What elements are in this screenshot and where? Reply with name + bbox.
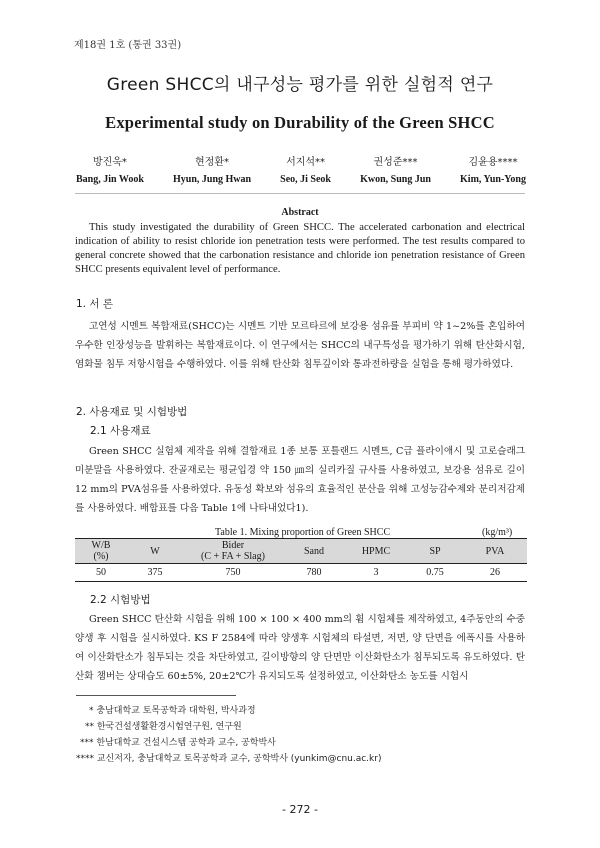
footnote-2: ** 한국건설생활환경시험연구원, 연구원 (85, 722, 242, 732)
table-caption: Table 1. Mixing proportion of Green SHCC (215, 527, 391, 538)
table-unit: (kg/m³) (482, 527, 513, 538)
abstract-text: This study investigated the durability of Green SHCC. The accelerated carbonation and electrical indication of ability to resist chloride ion penetration tests were performed. The test results compared to general concrete showed that the carbonation resistance and chloride ion penetration resistance of Green SHCC presents equivalent level of performance. (75, 222, 525, 275)
footnote-4: **** 교신저자, 충남대학교 토목공학과 교수, 공학박사 (yunkim@cnu.ac.kr) (76, 754, 382, 764)
author-name-en: Bang, Jin Wook (76, 174, 144, 185)
footnote-divider (76, 695, 236, 696)
author-1 (76, 153, 144, 185)
author-name-en: Seo, Ji Seok (280, 174, 331, 185)
cell-sp: 0.75 (407, 564, 463, 582)
author-2 (173, 153, 251, 185)
section-2-2-heading: 2.2 시험방법 (90, 594, 151, 606)
page-number: - 272 - (282, 803, 318, 816)
author-name-en: Hyun, Jung Hwan (172, 174, 252, 185)
footnote-3: *** 한남대학교 건설시스템 공학과 교수, 공학박사 (80, 738, 276, 748)
section-1-heading: 1. 서 론 (76, 298, 113, 310)
cell-hpmc: 3 (345, 564, 407, 582)
author-divider (75, 193, 525, 194)
author-5 (460, 153, 526, 185)
table-row (75, 564, 527, 582)
header-w: W (127, 539, 183, 564)
section-2-2-text: Green SHCC 탄산화 시험을 위해 100 × 100 × 400 mm의 휨 시험체를 제작하였고, 4주동안의 수중양생 후 시험을 실시하였다. KS F 2584에 따라 양생후 시험체의 타설면, 저면, 양 단면을 에폭시를 사용하여 이산화탄소가 침투되는 것을 차단하였고, 길이방향의 양 단면만 이산화탄소가 침투되도록 유도하였다. 탄산화 챔버는 상대습도 60±5%, 20±2℃가 유지되도록 설정하였고, 이산화탄소 농도를 시험시 (75, 614, 525, 682)
journal-header: 제18권 1호 (통권 33권) (74, 40, 182, 51)
author-list (76, 153, 526, 185)
section-2-1-text (75, 442, 525, 518)
title-english: Experimental study on Durability of the Green SHCC (105, 113, 495, 132)
author-name-kr: 김윤용**** (468, 157, 518, 168)
header-sand: Sand (283, 539, 345, 564)
table-header-row (75, 539, 527, 564)
header-pva: PVA (463, 539, 527, 564)
cell-w: 375 (127, 564, 183, 582)
author-3 (280, 153, 331, 185)
mixing-proportion-table (75, 538, 527, 582)
header-binder: Bider (C + FA + Slag) (183, 539, 283, 564)
author-name-kr: 권성준*** (373, 157, 418, 168)
cell-sand: 780 (283, 564, 345, 582)
cell-pva: 26 (463, 564, 527, 582)
author-name-en: Kim, Yun-Yong (460, 174, 526, 185)
cell-wb: 50 (75, 564, 127, 582)
footnote-1: * 충남대학교 토목공학과 대학원, 박사과정 (89, 706, 256, 716)
author-name-kr: 현정환* (195, 157, 230, 168)
header-wb: W/B (%) (75, 539, 127, 564)
section-1-text: 고연성 시멘트 복합재료(SHCC)는 시멘트 기반 모르타르에 보강용 섬유를 부피비 약 1~2%를 혼입하여 우수한 인장성능을 발휘하는 복합재료이다. 이 연구에서는 SHCC의 내구특성을 평가하기 위해 탄산화시험, 염화물 침투 저항시험을 수행하였다. 이를 위해 탄산화 침투깊이와 통과전하량을 실험을 통해 평가하였다. (75, 321, 525, 370)
author-name-kr: 방진욱* (92, 157, 127, 168)
author-name-en: Kwon, Sung Jun (360, 174, 431, 185)
section-2-heading: 2. 사용재료 및 시험방법 (76, 406, 188, 418)
header-sp: SP (407, 539, 463, 564)
section-2-1-body: Green SHCC 실험체 제작을 위해 결합재료 1종 보통 포틀랜드 시멘트, C급 플라이애시 및 고로슬래그 미분말을 사용하였다. 잔골재로는 평균입경 약 150 ㎛의 실리카질 규사를 사용하였고, 보강용 섬유로 길이 12 mm의 PVA섬유를 사용하였다. 유동성 확보와 섬유의 효율적인 분산을 위해 고성능감수제와 분리저감제를 사용하였다. 배합표를 다음 Table 1에 나타내었다1). (75, 446, 525, 514)
abstract-heading: Abstract (281, 207, 319, 218)
title-korean: Green SHCC의 내구성능 평가를 위한 실험적 연구 (106, 75, 494, 95)
author-name-kr: 서지석** (286, 157, 326, 168)
section-2-1-heading: 2.1 사용재료 (90, 425, 151, 437)
author-4 (360, 153, 431, 185)
header-hpmc: HPMC (345, 539, 407, 564)
cell-binder: 750 (183, 564, 283, 582)
